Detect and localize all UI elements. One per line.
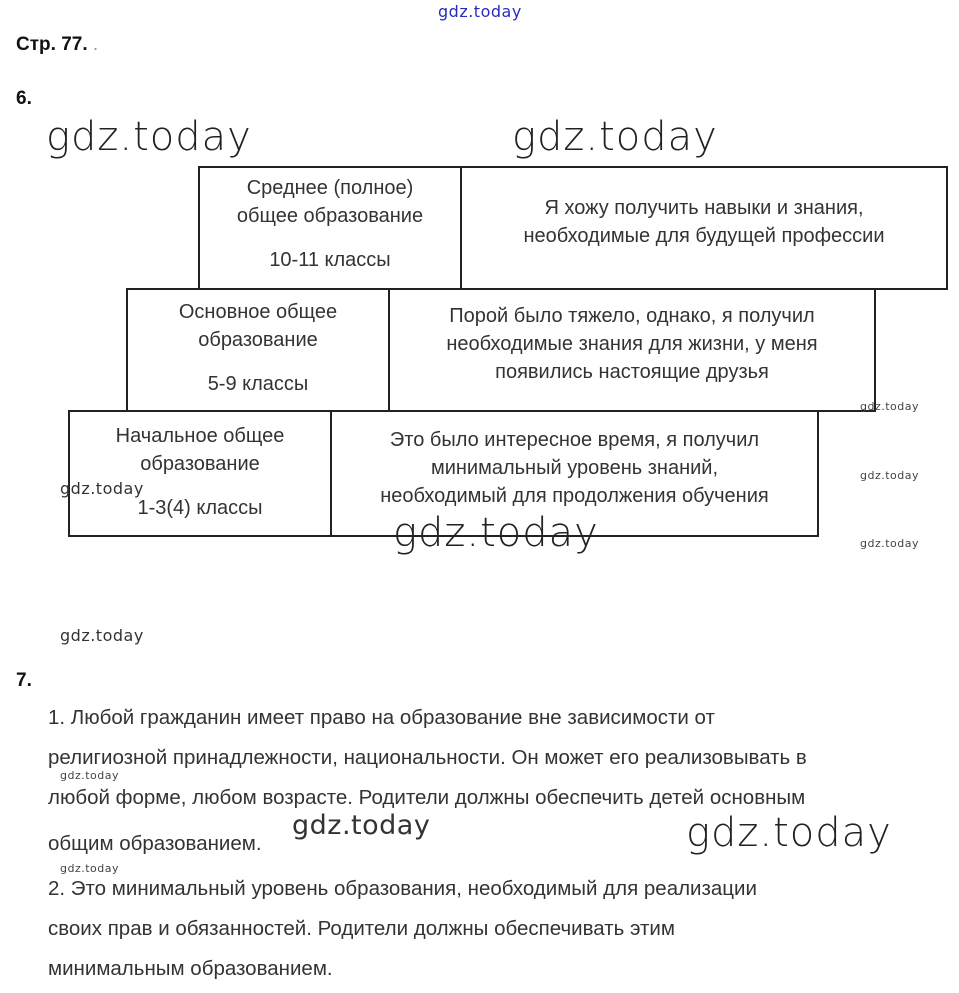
answer-line: своих прав и обязанностей. Родители должны обеспечивать этим (48, 917, 675, 940)
watermark-small: gdz.today (60, 862, 120, 875)
comment-line: появились настоящие друзья (495, 361, 769, 383)
watermark-small: gdz.today (860, 400, 920, 413)
comment-line: минимальный уровень знаний, (430, 457, 719, 479)
level-cell-secondary-full (198, 166, 462, 290)
level-name-line: общее образование (236, 205, 424, 227)
page-ref-text: Стр. 77. (16, 34, 88, 55)
page-ref-dot: . (92, 34, 99, 55)
comment-line: Я хожу получить навыки и знания, (544, 197, 864, 219)
task-7-number: 7. (16, 670, 32, 691)
page-reference (16, 34, 98, 56)
comment-cell-secondary-full (460, 166, 948, 290)
watermark-small: gdz.today (860, 469, 920, 482)
comment-line: необходимый для продолжения обучения (380, 485, 769, 507)
watermark-small: gdz.today (860, 537, 920, 550)
watermark-medium: gdz.today (292, 810, 431, 841)
level-grades: 10-11 классы (269, 249, 391, 271)
watermark-large: gdz.today (46, 114, 252, 160)
watermark-medium: gdz.today (60, 626, 144, 645)
watermark-large: gdz.today (393, 510, 599, 556)
answer-line: любой форме, любом возрасте. Родители должны обеспечить детей основным (48, 786, 806, 809)
answer-line: 1. Любой гражданин имеет право на образование вне зависимости от (48, 706, 715, 729)
comment-line: необходимые для будущей профессии (523, 225, 885, 247)
watermark-top: gdz.today (438, 2, 522, 21)
level-name-line: образование (140, 453, 260, 475)
level-cell-primary-general (68, 410, 332, 537)
comment-line: Порой было тяжело, однако, я получил (449, 305, 815, 327)
watermark-medium: gdz.today (60, 479, 144, 498)
level-name-line: Основное общее (178, 301, 338, 323)
level-grades: 5-9 классы (207, 373, 309, 395)
comment-line: необходимые знания для жизни, у меня (446, 333, 818, 355)
comment-line: Это было интересное время, я получил (389, 429, 760, 451)
watermark-large: gdz.today (686, 810, 892, 856)
answer-line: 2. Это минимальный уровень образования, необходимый для реализации (48, 877, 757, 900)
level-grades: 1-3(4) классы (137, 497, 263, 519)
watermark-small: gdz.today (60, 769, 120, 782)
answer-line: религиозной принадлежности, национальности. Он может его реализовывать в (48, 746, 807, 769)
answer-line: общим образованием. (48, 832, 262, 855)
watermark-large: gdz.today (512, 114, 718, 160)
level-cell-basic-general (126, 288, 390, 412)
task-6-number: 6. (16, 88, 32, 109)
level-name-line: образование (198, 329, 318, 351)
comment-cell-basic-general (388, 288, 876, 412)
level-name-line: Начальное общее (115, 425, 285, 447)
level-name-line: Среднее (полное) (246, 177, 414, 199)
answer-line: минимальным образованием. (48, 957, 333, 980)
